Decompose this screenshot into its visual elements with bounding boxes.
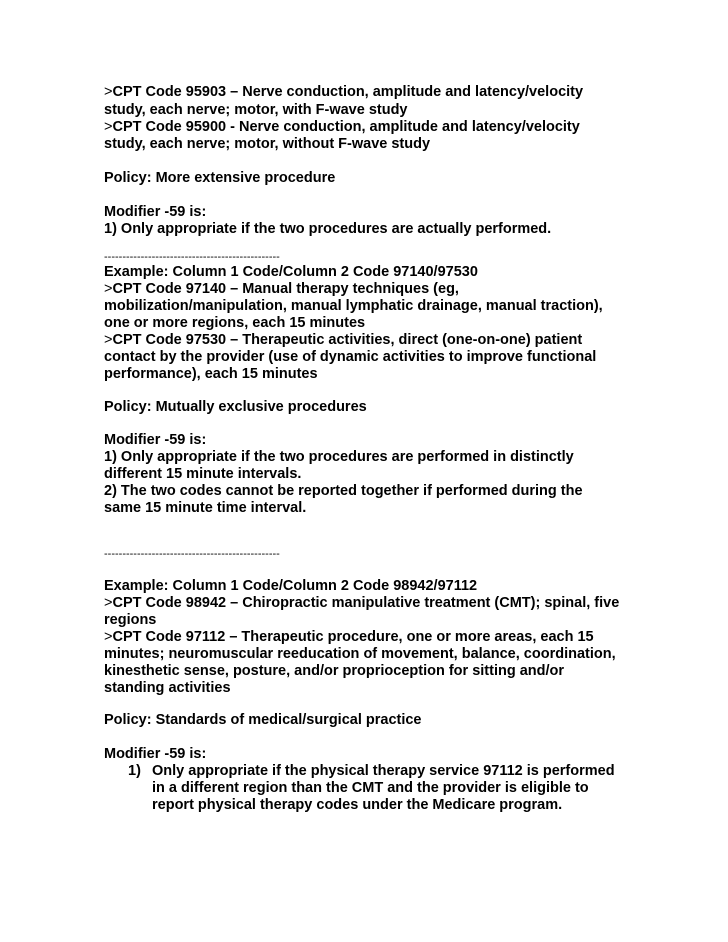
- cpt-97530-line-2: contact by the provider (use of dynamic activities to improve functional: [104, 349, 597, 365]
- cpt-98942-line-1: [104, 595, 619, 612]
- modifier-rule-2-1b: different 15 minute intervals.: [104, 466, 302, 482]
- cpt-97530-line-3: performance), each 15 minutes: [104, 366, 318, 382]
- policy-3: Policy: Standards of medical/surgical practice: [104, 712, 422, 728]
- modifier-rule-3-1b: in a different region than the CMT and the provider is eligible to: [152, 780, 589, 796]
- policy-2: Policy: Mutually exclusive procedures: [104, 399, 367, 415]
- cpt-97140-text: CPT Code 97140 – Manual therapy techniques (eg,: [112, 281, 459, 297]
- cpt-95903-text: CPT Code 95903 – Nerve conduction, amplitude and latency/velocity: [112, 84, 584, 100]
- cpt-95900-text: CPT Code 95900 - Nerve conduction, amplitude and latency/velocity: [112, 119, 580, 135]
- cpt-97112-line-2: minutes; neuromuscular reeducation of movement, balance, coordination,: [104, 646, 616, 662]
- modifier-rule-1-1: 1) Only appropriate if the two procedures are actually performed.: [104, 221, 552, 237]
- cpt-97530-text: CPT Code 97530 – Therapeutic activities, direct (one-on-one) patient: [112, 332, 583, 348]
- cpt-97112-text: CPT Code 97112 – Therapeutic procedure, one or more areas, each 15: [112, 629, 594, 645]
- separator-1: ------------------------------------------------: [104, 251, 280, 263]
- cpt-97530-line-1: [104, 332, 582, 349]
- bullet-marker: >: [104, 119, 113, 135]
- cpt-95903-line-1: [104, 84, 583, 101]
- modifier-rule-3-1a: Only appropriate if the physical therapy service 97112 is performed: [152, 763, 615, 779]
- cpt-97140-line-2: mobilization/manipulation, manual lymphatic drainage, manual traction),: [104, 298, 603, 314]
- cpt-97140-line-1: [104, 281, 459, 298]
- example-heading-3: Example: Column 1 Code/Column 2 Code 98942/97112: [104, 578, 478, 594]
- bullet-marker: >: [104, 629, 113, 645]
- cpt-95900-line-2: study, each nerve; motor, without F-wave study: [104, 136, 431, 152]
- cpt-97112-line-3: kinesthetic sense, posture, and/or proprioception for sitting and/or: [104, 663, 565, 679]
- bullet-marker: >: [104, 595, 113, 611]
- cpt-98942-text: CPT Code 98942 – Chiropractic manipulative treatment (CMT); spinal, five: [112, 595, 620, 611]
- policy-1: Policy: More extensive procedure: [104, 170, 336, 186]
- example-heading-2: Example: Column 1 Code/Column 2 Code 97140/97530: [104, 264, 478, 280]
- modifier-heading-2: Modifier -59 is:: [104, 432, 207, 448]
- modifier-rule-2-2a: 2) The two codes cannot be reported together if performed during the: [104, 483, 583, 499]
- bullet-marker: >: [104, 281, 113, 297]
- modifier-rule-2-2b: same 15 minute time interval.: [104, 500, 307, 516]
- separator-2: ------------------------------------------------: [104, 548, 280, 560]
- cpt-95903-line-2: study, each nerve; motor, with F-wave study: [104, 102, 408, 118]
- modifier-rule-3-number: 1): [128, 763, 141, 779]
- modifier-heading-1: Modifier -59 is:: [104, 204, 207, 220]
- bullet-marker: >: [104, 84, 113, 100]
- bullet-marker: >: [104, 332, 113, 348]
- modifier-rule-2-1a: 1) Only appropriate if the two procedures are performed in distinctly: [104, 449, 574, 465]
- cpt-97112-line-1: [104, 629, 594, 646]
- cpt-95900-line-1: [104, 119, 580, 136]
- modifier-rule-3-1c: report physical therapy codes under the Medicare program.: [152, 797, 563, 813]
- modifier-heading-3: Modifier -59 is:: [104, 746, 207, 762]
- cpt-98942-line-2: regions: [104, 612, 157, 628]
- cpt-97112-line-4: standing activities: [104, 680, 231, 696]
- cpt-97140-line-3: one or more regions, each 15 minutes: [104, 315, 366, 331]
